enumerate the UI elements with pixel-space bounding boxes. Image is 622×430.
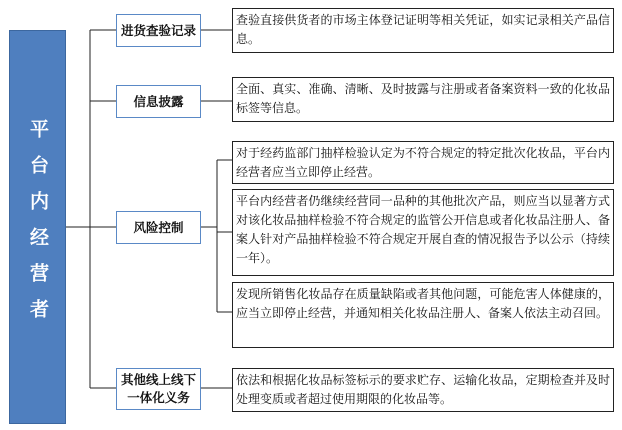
description-text: 查验直接供货者的市场主体登记证明等相关凭证，如实记录相关产品信息。 — [236, 13, 610, 46]
description-risk-stop-sale — [232, 141, 614, 184]
description-other-obligations — [232, 368, 614, 412]
root-label: 平台内经营者 — [27, 119, 49, 335]
description-text: 全面、真实、准确、清晰、及时披露与注册或者备案资料一致的化妆品标签等信息。 — [236, 82, 610, 115]
description-purchase-inspection — [232, 8, 614, 53]
category-label: 其他线上线下一体化义务 — [120, 372, 196, 405]
category-information-disclosure — [116, 85, 201, 118]
description-text: 对于经药监部门抽样检验认定为不符合规定的特定批次化妆品，平台内经营者应当立即停止经营。 — [236, 146, 610, 179]
root-node — [9, 30, 66, 424]
description-risk-public-notice — [232, 189, 614, 276]
description-text: 依法和根据化妆品标签标示的要求贮存、运输化妆品，定期检查并及时处理变质或者超过使用期限的化妆品等。 — [236, 373, 610, 406]
description-text: 平台内经营者仍继续经营同一品种的其他批次产品，则应当以显著方式对该化妆品抽样检验不符合规定的监管公开信息或者化妆品注册人、备案人针对产品抽样检验不符合规定开展自查的情况报告予以公示（持续一年）。 — [236, 194, 610, 265]
category-risk-control — [116, 211, 201, 244]
description-risk-recall — [232, 282, 614, 348]
description-information-disclosure — [232, 77, 614, 122]
category-label: 风险控制 — [133, 219, 184, 235]
category-purchase-inspection — [116, 14, 201, 47]
category-other-obligations — [116, 368, 201, 410]
category-label: 信息披露 — [133, 93, 184, 109]
category-label: 进货查验记录 — [120, 22, 196, 38]
description-text: 发现所销售化妆品存在质量缺陷或者其他问题，可能危害人体健康的，应当立即停止经营，并通知相关化妆品注册人、备案人依法主动召回。 — [236, 287, 610, 320]
